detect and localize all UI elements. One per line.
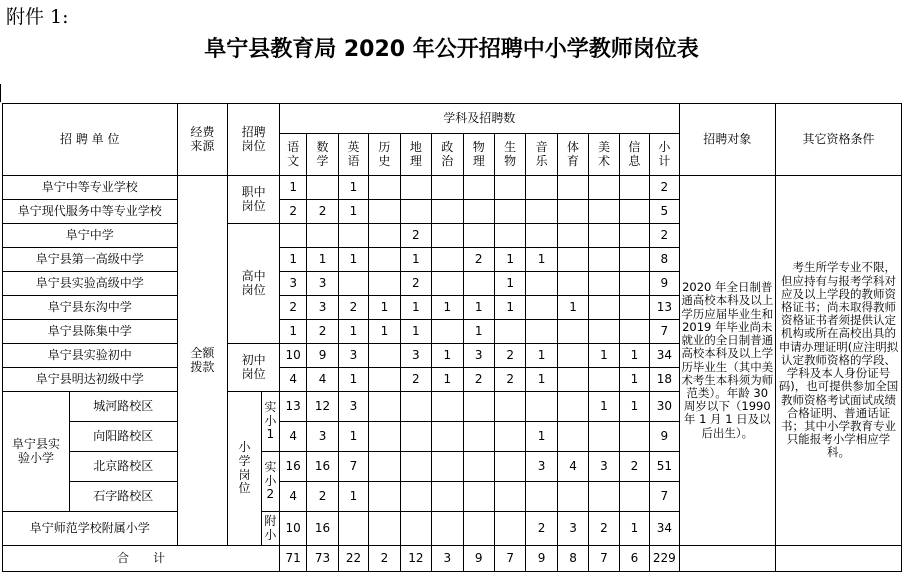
count-cell <box>369 272 400 296</box>
count-cell: 10 <box>279 344 306 368</box>
count-cell: 16 <box>307 512 338 546</box>
count-cell: 1 <box>463 296 494 320</box>
count-cell <box>463 482 494 512</box>
count-cell: 1 <box>557 296 588 320</box>
count-cell <box>557 320 588 344</box>
count-cell <box>557 368 588 392</box>
count-cell <box>463 392 494 422</box>
count-cell: 2 <box>463 248 494 272</box>
subject-header: 美 术 <box>589 134 619 176</box>
count-cell <box>557 344 588 368</box>
count-cell <box>432 482 463 512</box>
count-cell: 1 <box>494 296 525 320</box>
count-cell <box>526 320 557 344</box>
count-cell: 16 <box>279 452 306 482</box>
recruitment-table <box>2 103 902 572</box>
subtotal-cell: 8 <box>650 248 680 272</box>
count-cell <box>432 320 463 344</box>
count-cell: 2 <box>494 344 525 368</box>
margin-mark <box>0 84 4 102</box>
count-cell: 3 <box>338 344 368 368</box>
total-row <box>3 546 902 572</box>
count-cell <box>463 200 494 224</box>
count-cell <box>432 452 463 482</box>
count-cell <box>369 368 400 392</box>
count-cell <box>589 176 619 200</box>
count-cell: 1 <box>279 320 306 344</box>
count-cell <box>400 200 431 224</box>
count-cell <box>463 422 494 452</box>
count-cell <box>557 224 588 248</box>
count-cell <box>619 422 649 452</box>
unit-name: 阜宁中学 <box>3 224 178 248</box>
header-subjects-group: 学科及招聘数 <box>279 104 679 134</box>
total-cell: 3 <box>432 546 463 572</box>
count-cell: 4 <box>279 482 306 512</box>
count-cell: 1 <box>526 248 557 272</box>
count-cell: 1 <box>369 296 400 320</box>
count-cell <box>526 200 557 224</box>
subject-header: 政 治 <box>432 134 463 176</box>
subject-header: 物 理 <box>463 134 494 176</box>
count-cell <box>526 224 557 248</box>
count-cell: 3 <box>307 422 338 452</box>
count-cell <box>589 422 619 452</box>
total-cell: 12 <box>400 546 431 572</box>
count-cell <box>494 512 525 546</box>
count-cell: 13 <box>279 392 306 422</box>
count-cell: 1 <box>589 344 619 368</box>
count-cell: 1 <box>619 368 649 392</box>
total-cell: 9 <box>526 546 557 572</box>
count-cell <box>494 452 525 482</box>
count-cell: 1 <box>400 248 431 272</box>
count-cell <box>494 224 525 248</box>
count-cell <box>494 200 525 224</box>
count-cell <box>557 248 588 272</box>
count-cell <box>307 224 338 248</box>
total-cell: 8 <box>557 546 588 572</box>
count-cell <box>619 320 649 344</box>
count-cell: 12 <box>307 392 338 422</box>
count-cell: 3 <box>463 344 494 368</box>
count-cell <box>463 272 494 296</box>
count-cell <box>557 392 588 422</box>
count-cell: 1 <box>400 296 431 320</box>
count-cell: 9 <box>307 344 338 368</box>
position-high-school: 高中 岗位 <box>228 224 280 344</box>
total-cell: 7 <box>494 546 525 572</box>
count-cell <box>557 272 588 296</box>
count-cell: 4 <box>307 368 338 392</box>
count-cell <box>557 176 588 200</box>
subject-header: 信 息 <box>619 134 649 176</box>
count-cell <box>369 392 400 422</box>
count-cell <box>619 296 649 320</box>
total-cell: 2 <box>369 546 400 572</box>
unit-name: 阜宁师范学校附属小学 <box>3 512 178 546</box>
count-cell <box>619 248 649 272</box>
count-cell: 1 <box>432 296 463 320</box>
header-unit: 招 聘 单 位 <box>3 104 178 176</box>
count-cell: 1 <box>400 320 431 344</box>
count-cell: 4 <box>279 368 306 392</box>
unit-name: 阜宁县第一高级中学 <box>3 248 178 272</box>
conditions-description: 考生所学专业不限，但应持有与报考学科对应及以上学段的教师资格证书；尚未取得教师资格证书者须提供认定机构或所在高校出具的申请办理证明(应注明拟认定教师资格的学段、学科及本人身份证号码)，也可提供参加全国教师资格考试面试成绩合格证明、普通话证书；其中小学教育专业只能报考小学相应学科。 <box>776 176 902 546</box>
count-cell: 1 <box>338 248 368 272</box>
count-cell <box>432 392 463 422</box>
count-cell: 1 <box>619 512 649 546</box>
count-cell: 1 <box>432 344 463 368</box>
count-cell: 2 <box>589 512 619 546</box>
count-cell: 4 <box>279 422 306 452</box>
total-cell: 73 <box>307 546 338 572</box>
subject-header: 历 史 <box>369 134 400 176</box>
count-cell <box>463 176 494 200</box>
count-cell: 1 <box>338 320 368 344</box>
unit-name: 石字路校区 <box>69 482 177 512</box>
count-cell: 2 <box>400 224 431 248</box>
count-cell: 1 <box>494 272 525 296</box>
unit-name: 城河路校区 <box>69 392 177 422</box>
subtotal-cell: 2 <box>650 224 680 248</box>
count-cell <box>400 392 431 422</box>
count-cell <box>526 392 557 422</box>
count-cell <box>619 200 649 224</box>
subject-header: 音 乐 <box>526 134 557 176</box>
count-cell: 2 <box>307 320 338 344</box>
position-fuxiao: 附 小 <box>261 512 279 546</box>
unit-name: 向阳路校区 <box>69 422 177 452</box>
count-cell <box>463 512 494 546</box>
count-cell <box>619 272 649 296</box>
subtotal-cell: 34 <box>650 344 680 368</box>
count-cell: 1 <box>526 368 557 392</box>
count-cell: 2 <box>338 296 368 320</box>
count-cell: 1 <box>338 368 368 392</box>
count-cell: 1 <box>494 248 525 272</box>
count-cell <box>307 176 338 200</box>
subtotal-cell: 9 <box>650 422 680 452</box>
count-cell: 1 <box>369 320 400 344</box>
count-cell <box>463 224 494 248</box>
unit-name: 阜宁现代服务中等专业学校 <box>3 200 178 224</box>
count-cell <box>338 224 368 248</box>
subtotal-cell: 5 <box>650 200 680 224</box>
count-cell <box>589 482 619 512</box>
count-cell <box>369 248 400 272</box>
count-cell: 3 <box>279 272 306 296</box>
subtotal-cell: 13 <box>650 296 680 320</box>
count-cell <box>494 320 525 344</box>
count-cell <box>400 422 431 452</box>
count-cell: 1 <box>279 176 306 200</box>
subtotal-cell: 34 <box>650 512 680 546</box>
count-cell: 1 <box>279 248 306 272</box>
count-cell: 3 <box>400 344 431 368</box>
count-cell <box>557 482 588 512</box>
count-cell <box>589 320 619 344</box>
header-position: 招聘 岗位 <box>228 104 280 176</box>
count-cell <box>526 272 557 296</box>
unit-name: 北京路校区 <box>69 452 177 482</box>
count-cell: 4 <box>557 452 588 482</box>
unit-name: 阜宁县东沟中学 <box>3 296 178 320</box>
count-cell <box>526 482 557 512</box>
position-shixiao-2: 实 小 2 <box>261 452 279 512</box>
total-cell: 22 <box>338 546 368 572</box>
count-cell: 3 <box>557 512 588 546</box>
count-cell: 1 <box>526 344 557 368</box>
count-cell: 1 <box>526 422 557 452</box>
unit-name: 阜宁中等专业学校 <box>3 176 178 200</box>
count-cell <box>400 452 431 482</box>
subtotal-cell: 9 <box>650 272 680 296</box>
count-cell <box>494 392 525 422</box>
count-cell <box>369 200 400 224</box>
count-cell <box>369 452 400 482</box>
count-cell: 3 <box>589 452 619 482</box>
count-cell: 3 <box>307 296 338 320</box>
count-cell <box>526 296 557 320</box>
count-cell: 2 <box>307 482 338 512</box>
count-cell <box>619 482 649 512</box>
total-conditions-empty <box>776 546 902 572</box>
count-cell <box>279 224 306 248</box>
count-cell <box>589 200 619 224</box>
count-cell <box>338 512 368 546</box>
count-cell <box>589 248 619 272</box>
total-cell: 6 <box>619 546 649 572</box>
count-cell: 1 <box>338 422 368 452</box>
count-cell: 3 <box>526 452 557 482</box>
subtotal-cell: 2 <box>650 176 680 200</box>
count-cell <box>619 176 649 200</box>
subject-header: 英 语 <box>338 134 368 176</box>
count-cell <box>494 482 525 512</box>
subject-header: 体 育 <box>557 134 588 176</box>
total-cell: 9 <box>463 546 494 572</box>
header-conditions: 其它资格条件 <box>776 104 902 176</box>
count-cell: 2 <box>463 368 494 392</box>
count-cell: 3 <box>338 392 368 422</box>
count-cell: 1 <box>463 320 494 344</box>
count-cell <box>400 482 431 512</box>
count-cell <box>494 422 525 452</box>
count-cell <box>432 422 463 452</box>
count-cell <box>589 224 619 248</box>
count-cell: 2 <box>494 368 525 392</box>
annex-label: 附件 1: <box>6 6 69 28</box>
subject-header: 数 学 <box>307 134 338 176</box>
count-cell <box>369 512 400 546</box>
count-cell: 1 <box>338 482 368 512</box>
count-cell <box>526 176 557 200</box>
total-cell: 7 <box>589 546 619 572</box>
header-funding: 经费 来源 <box>177 104 228 176</box>
count-cell: 2 <box>307 200 338 224</box>
subtotal-cell: 51 <box>650 452 680 482</box>
count-cell <box>338 272 368 296</box>
count-cell: 1 <box>619 392 649 422</box>
table-row <box>3 176 902 200</box>
count-cell <box>619 224 649 248</box>
position-junior: 初中 岗位 <box>228 344 280 392</box>
position-shixiao-1: 实 小 1 <box>261 392 279 452</box>
total-target-empty <box>679 546 775 572</box>
count-cell <box>557 422 588 452</box>
count-cell: 2 <box>400 368 431 392</box>
subject-header: 地 理 <box>400 134 431 176</box>
count-cell: 1 <box>338 176 368 200</box>
unit-name: 阜宁县实验高级中学 <box>3 272 178 296</box>
count-cell: 1 <box>338 200 368 224</box>
subject-header: 语 文 <box>279 134 306 176</box>
count-cell <box>400 176 431 200</box>
count-cell: 1 <box>432 368 463 392</box>
total-label: 合 计 <box>3 546 280 572</box>
count-cell: 2 <box>400 272 431 296</box>
count-cell <box>400 512 431 546</box>
count-cell <box>432 176 463 200</box>
count-cell <box>432 200 463 224</box>
subtotal-cell: 18 <box>650 368 680 392</box>
unit-name: 阜宁县实验初中 <box>3 344 178 368</box>
count-cell <box>589 296 619 320</box>
count-cell <box>369 344 400 368</box>
count-cell <box>432 512 463 546</box>
count-cell <box>432 248 463 272</box>
total-cell: 71 <box>279 546 306 572</box>
count-cell: 3 <box>307 272 338 296</box>
page-title: 阜宁县教育局 2020 年公开招聘中小学教师岗位表 <box>204 37 699 62</box>
count-cell <box>557 200 588 224</box>
funding-source: 全额 拨款 <box>177 176 228 546</box>
position-vocational: 职中 岗位 <box>228 176 280 224</box>
subject-header: 生 物 <box>494 134 525 176</box>
count-cell: 2 <box>279 200 306 224</box>
count-cell: 7 <box>338 452 368 482</box>
count-cell <box>369 224 400 248</box>
unit-group-experimental-primary: 阜宁县实 验小学 <box>3 392 70 512</box>
count-cell: 2 <box>279 296 306 320</box>
unit-name: 阜宁县陈集中学 <box>3 320 178 344</box>
count-cell <box>432 272 463 296</box>
count-cell: 1 <box>307 248 338 272</box>
count-cell: 10 <box>279 512 306 546</box>
count-cell: 2 <box>526 512 557 546</box>
count-cell <box>589 272 619 296</box>
target-description: 2020 年全日制普通高校本科及以上学历应届毕业生和 2019 年毕业尚未就业的全日制普通高校本科及以上学历毕业生（其中美术考生本科须为师范类）。年龄 30 周岁以下（1990 年 1 月 1 日及以后出生）。 <box>679 176 775 546</box>
subtotal-cell: 30 <box>650 392 680 422</box>
count-cell <box>432 224 463 248</box>
subtotal-cell: 7 <box>650 482 680 512</box>
count-cell: 1 <box>589 392 619 422</box>
subtotal-cell: 7 <box>650 320 680 344</box>
count-cell <box>589 368 619 392</box>
position-primary: 小 学 岗 位 <box>228 392 261 546</box>
count-cell: 1 <box>619 344 649 368</box>
header-target: 招聘对象 <box>679 104 775 176</box>
count-cell <box>369 482 400 512</box>
count-cell <box>494 176 525 200</box>
count-cell <box>369 422 400 452</box>
subject-header: 小 计 <box>650 134 680 176</box>
unit-name: 阜宁县明达初级中学 <box>3 368 178 392</box>
count-cell <box>463 452 494 482</box>
count-cell <box>369 176 400 200</box>
count-cell: 16 <box>307 452 338 482</box>
total-cell: 229 <box>650 546 680 572</box>
count-cell: 2 <box>619 452 649 482</box>
